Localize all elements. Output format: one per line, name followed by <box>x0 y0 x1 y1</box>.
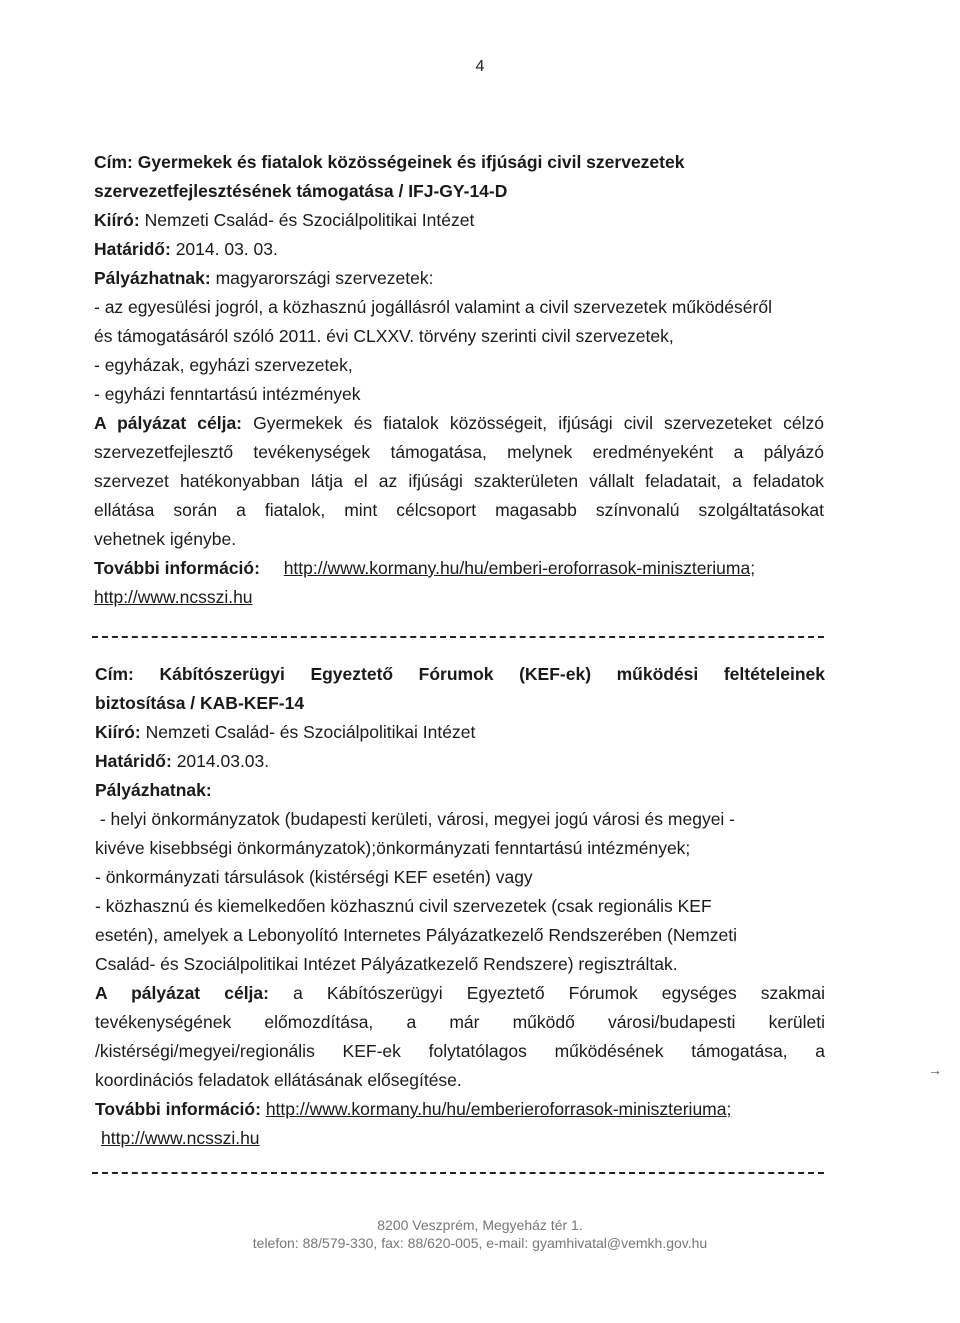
title-line <box>95 689 825 718</box>
info-line <box>94 554 824 583</box>
goal-line: tevékenységének előmozdítása, a már működő városi/budapesti kerületi <box>95 1012 825 1032</box>
goal-line: szervezet hatékonyabban látja el az ifjúsági szakterületen vállalt feladatait, a feladatok <box>94 471 824 491</box>
info-line <box>95 1095 825 1124</box>
deadline-value: 2014.03.03. <box>176 751 270 771</box>
grant-section-2 <box>95 660 825 1153</box>
deadline-label: Határidő: <box>95 751 172 771</box>
arrow-mark-icon: → <box>928 1062 942 1078</box>
goal-line: szervezetfejlesztő tevékenységek támogatása, melynek eredményeként a pályázó <box>94 442 824 462</box>
applicants-label: Pályázhatnak: <box>95 780 212 800</box>
goal-line: /kistérségi/megyei/regionális KEF-ek folytatólagos működésének támogatása, a <box>95 1041 825 1061</box>
applicants-item: - önkormányzati társulások (kistérségi KEF esetén) vagy <box>95 867 533 887</box>
footer-contact: telefon: 88/579-330, fax: 88/620-005, e-mail: gyamhivatal@vemkh.gov.hu <box>252 1235 708 1251</box>
applicants-item: - egyházak, egyházi szervezetek, <box>94 355 353 375</box>
goal-label: A pályázat célja: <box>94 413 243 433</box>
goal-line <box>94 409 824 438</box>
deadline-label: Határidő: <box>94 239 171 259</box>
applicants-item: és támogatásáról szóló 2011. évi CLXXV. törvény szerinti civil szervezetek, <box>94 326 674 346</box>
deadline-line <box>94 235 824 264</box>
title-label: Cím: <box>95 664 134 684</box>
deadline-value: 2014. 03. 03. <box>175 239 278 259</box>
info-link-ncsszi[interactable]: http://www.ncsszi.hu <box>101 1128 260 1148</box>
issuer-line <box>95 718 825 747</box>
section-divider <box>92 636 824 638</box>
applicants-item: esetén), amelyek a Lebonyolító Internetes Pályázatkezelő Rendszerében (Nemzeti <box>95 925 738 945</box>
issuer-value: Nemzeti Család- és Szociálpolitikai Intézet <box>145 722 476 742</box>
deadline-line <box>95 747 825 776</box>
applicants-intro: magyarországi szervezetek: <box>215 268 434 288</box>
info-link-ncsszi[interactable]: http://www.ncsszi.hu <box>94 587 253 607</box>
applicants-line <box>95 776 825 805</box>
title-line <box>94 177 824 206</box>
info-label: További információ: <box>94 558 260 578</box>
info-line <box>94 583 824 612</box>
issuer-label: Kiíró: <box>94 210 140 230</box>
goal-line <box>95 979 825 1008</box>
title-text: Kábítószerügyi Egyeztető Fórumok (KEF-ek) működési feltételeinek <box>159 664 825 684</box>
goal-line: koordinációs feladatok ellátásának elősegítése. <box>95 1070 462 1090</box>
title-label: Cím: <box>94 152 133 172</box>
goal-line: vehetnek igénybe. <box>94 529 237 549</box>
applicants-label: Pályázhatnak: <box>94 268 211 288</box>
title-text: Gyermekek és fiatalok közösségeinek és ifjúsági civil szervezetek <box>137 152 685 172</box>
issuer-line <box>94 206 824 235</box>
title-line <box>95 660 825 689</box>
info-link-kormany[interactable]: http://www.kormany.hu/hu/emberieroforrasok-miniszteriuma; <box>265 1099 732 1119</box>
info-line <box>95 1124 825 1153</box>
section-divider <box>92 1172 824 1174</box>
goal-text: Gyermekek és fiatalok közösségeit, ifjúsági civil szervezeteket célzó <box>253 413 824 433</box>
info-label: További információ: <box>95 1099 261 1119</box>
applicants-item: kivéve kisebbségi önkormányzatok);önkormányzati fenntartású intézmények; <box>95 838 691 858</box>
goal-label: A pályázat célja: <box>95 983 269 1003</box>
applicants-line <box>94 264 824 293</box>
applicants-item: Család- és Szociálpolitikai Intézet Pályázatkezelő Rendszere) regisztráltak. <box>95 954 678 974</box>
title-text: szervezetfejlesztésének támogatása / IFJ-GY-14-D <box>94 181 508 201</box>
applicants-item: - egyházi fenntartású intézmények <box>94 384 361 404</box>
goal-line: ellátása során a fiatalok, mint célcsoport magasabb színvonalú szolgáltatásokat <box>94 500 824 520</box>
footer-address: 8200 Veszprém, Megyeház tér 1. <box>377 1217 583 1233</box>
applicants-item: - közhasznú és kiemelkedően közhasznú civil szervezetek (csak regionális KEF <box>95 896 712 916</box>
title-line <box>94 148 824 177</box>
grant-section-1 <box>94 148 824 612</box>
issuer-label: Kiíró: <box>95 722 141 742</box>
issuer-value: Nemzeti Család- és Szociálpolitikai Intézet <box>144 210 475 230</box>
page-number: 4 <box>475 58 485 75</box>
applicants-item: - az egyesülési jogról, a közhasznú jogállásról valamint a civil szervezetek működéséről <box>94 297 772 317</box>
goal-text: a Kábítószerügyi Egyeztető Fórumok egységes szakmai <box>293 983 825 1003</box>
info-link-kormany[interactable]: http://www.kormany.hu/hu/emberi-eroforrasok-miniszteriuma; <box>283 558 756 578</box>
title-text: biztosítása / KAB-KEF-14 <box>95 693 305 713</box>
applicants-item: - helyi önkormányzatok (budapesti kerületi, városi, megyei jogú városi és megyei - <box>95 809 736 829</box>
